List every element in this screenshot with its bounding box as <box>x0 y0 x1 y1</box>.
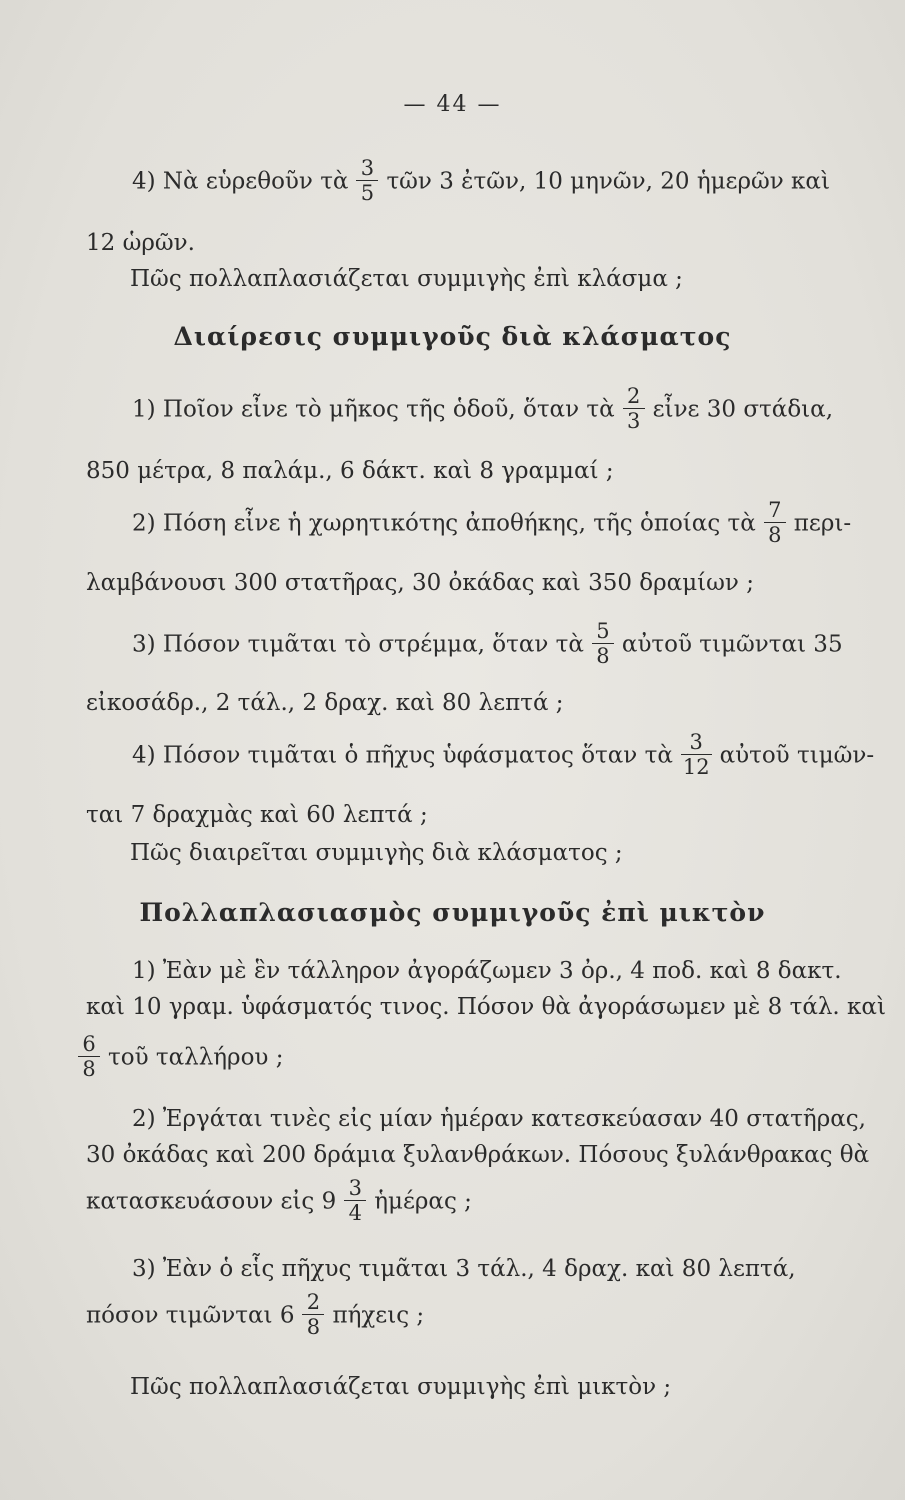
section-question: Πῶς πολλαπλασιάζεται συμμιγὴς ἐπὶ κλάσμα ; <box>130 266 683 292</box>
section-heading-division: Διαίρεσις συμμιγοῦς διὰ κλάσματος <box>173 322 732 351</box>
problem-4-line-2: 12 ὡρῶν. <box>86 230 195 256</box>
fraction-numerator: 2 <box>626 384 641 408</box>
problem-text: τῶν 3 ἐτῶν, 10 μηνῶν, 20 ἡμερῶν καὶ <box>386 168 830 195</box>
fraction-numerator: 3 <box>689 730 703 754</box>
page-number: — 44 — <box>403 92 502 117</box>
fraction-denominator: 3 <box>626 409 641 433</box>
division-problem-1-line-2: 850 μέτρα, 8 παλάμ., 6 δάκτ. καὶ 8 γραμμαί ; <box>86 458 614 484</box>
mult-problem-1-line-1: 1) Ἐὰν μὲ ἓν τάλληρον ἀγοράζωμεν 3 ὀρ., 4 ποδ. καὶ 8 δακτ. <box>132 958 842 984</box>
fraction-denominator: 4 <box>348 1201 362 1225</box>
division-problem-3-line-2: εἰκοσάδρ., 2 τάλ., 2 δραχ. καὶ 80 λεπτά ; <box>86 690 564 716</box>
problem-text: τοῦ ταλλήρου ; <box>108 1044 284 1071</box>
fraction <box>764 498 786 547</box>
mult-problem-2-line-1: 2) Ἐργάται τινὲς εἰς μίαν ἡμέραν κατεσκεύασαν 40 στατῆρας, <box>132 1106 866 1132</box>
fraction-numerator: 6 <box>82 1032 96 1056</box>
fraction <box>344 1176 366 1225</box>
mult-problem-2-line-2: 30 ὀκάδας καὶ 200 δράμια ξυλανθράκων. Πόσους ξυλάνθρακας θὰ <box>86 1142 870 1168</box>
division-problem-4-line-2: ται 7 δραχμὰς καὶ 60 λεπτά ; <box>86 802 428 828</box>
fraction-denominator: 5 <box>360 181 375 205</box>
problem-4-line-1 <box>132 158 830 207</box>
problem-text: αὐτοῦ τιμῶν- <box>719 742 875 769</box>
problem-text: 1) Ποῖον εἶνε τὸ μῆκος τῆς ὁδοῦ, ὅταν τὰ <box>132 396 615 423</box>
fraction-numerator: 3 <box>348 1176 362 1200</box>
fraction <box>302 1290 324 1339</box>
mult-problem-3-line-2 <box>86 1292 424 1341</box>
fraction-numerator: 7 <box>768 498 782 522</box>
fraction-denominator: 8 <box>82 1057 96 1081</box>
problem-text: ἡμέρας ; <box>374 1188 472 1215</box>
problem-text: 4) Νὰ εὑρεθοῦν τὰ <box>132 168 349 195</box>
fraction-denominator: 8 <box>768 523 782 547</box>
division-problem-2-line-2: λαμβάνουσι 300 στατῆρας, 30 ὀκάδας καὶ 350 δραμίων ; <box>86 570 754 596</box>
division-problem-3-line-1 <box>132 621 843 670</box>
fraction-numerator: 2 <box>306 1290 321 1314</box>
division-problem-2-line-1 <box>132 500 851 549</box>
problem-text: πόσον τιμῶνται 6 <box>86 1302 295 1329</box>
section-heading-mult-mixed: Πολλαπλασιασμὸς συμμιγοῦς ἐπὶ μικτὸν <box>139 898 766 927</box>
problem-text: κατασκευάσουν εἰς 9 <box>86 1188 337 1215</box>
fraction-denominator: 12 <box>682 755 710 779</box>
mult-problem-1-line-3 <box>78 1034 283 1083</box>
fraction-numerator: 3 <box>360 156 375 180</box>
problem-text: αὐτοῦ τιμῶνται 35 <box>621 631 843 658</box>
fraction <box>681 730 712 779</box>
problem-text: 3) Πόσον τιμᾶται τὸ στρέμμα, ὅταν τὰ <box>132 631 584 658</box>
fraction <box>592 619 614 668</box>
problem-text: εἶνε 30 στάδια, <box>652 396 834 423</box>
mult-problem-3-line-1: 3) Ἐὰν ὁ εἷς πῆχυς τιμᾶται 3 τάλ., 4 δραχ. καὶ 80 λεπτά, <box>132 1256 796 1282</box>
fraction-denominator: 8 <box>306 1315 321 1339</box>
section-question: Πῶς πολλαπλασιάζεται συμμιγὴς ἐπὶ μικτὸν ; <box>130 1374 672 1400</box>
mult-problem-2-line-3 <box>86 1178 472 1227</box>
section-question: Πῶς διαιρεῖται συμμιγὴς διὰ κλάσματος ; <box>130 840 623 866</box>
problem-text: περι- <box>793 510 852 537</box>
fraction <box>78 1032 100 1081</box>
division-problem-1-line-1 <box>132 386 833 435</box>
problem-text: πήχεις ; <box>332 1302 425 1329</box>
fraction <box>356 156 378 205</box>
fraction <box>623 384 645 433</box>
problem-text: 2) Πόση εἶνε ἡ χωρητικότης ἀποθήκης, τῆς ὁποίας τὰ <box>132 510 756 537</box>
mult-problem-1-line-2: καὶ 10 γραμ. ὑφάσματός τινος. Πόσον θὰ ἀγοράσωμεν μὲ 8 τάλ. καὶ <box>86 994 886 1020</box>
division-problem-4-line-1 <box>132 732 874 781</box>
fraction-denominator: 8 <box>596 644 610 668</box>
fraction-numerator: 5 <box>596 619 610 643</box>
problem-text: 4) Πόσον τιμᾶται ὁ πῆχυς ὑφάσματος ὅταν τὰ <box>132 742 673 769</box>
